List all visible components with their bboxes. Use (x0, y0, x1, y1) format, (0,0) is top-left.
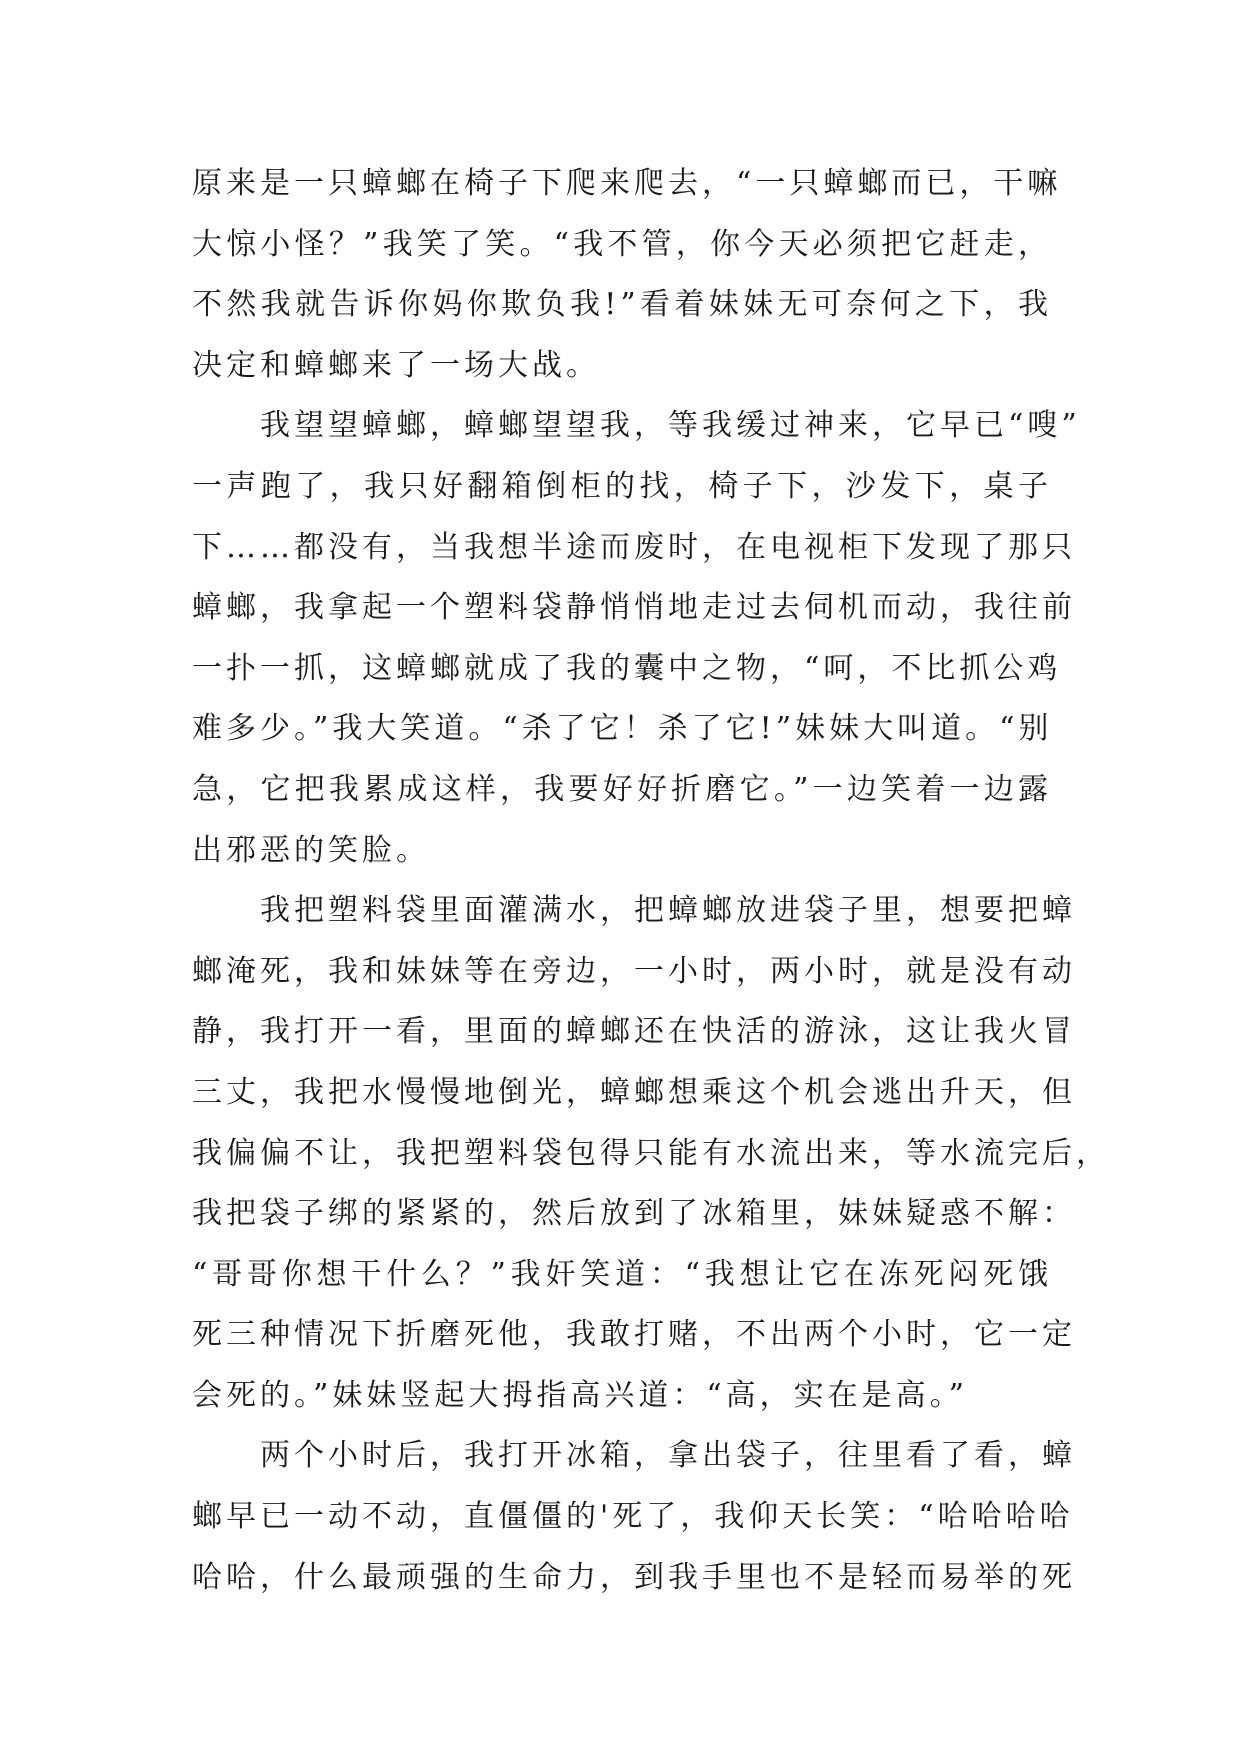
text-line: 决定和蟑螂来了一场大战。 (192, 347, 600, 383)
text-line: 大惊小怪？”我笑了笑。“我不管，你今天必须把它赶走， (192, 226, 1052, 262)
text-line: 两个小时后，我打开冰箱，拿出袋子，往里看了看，蟑 (260, 1438, 1076, 1474)
text-line: 静，我打开一看，里面的蟑螂还在快活的游泳，这让我火冒 (192, 1014, 1076, 1050)
text-line: 我偏偏不让，我把塑料袋包得只能有水流出来，等水流完后， (192, 1135, 1110, 1171)
text-line: 哈哈，什么最顽强的生命力，到我手里也不是轻而易举的死 (192, 1559, 1076, 1595)
paragraph-1 (192, 154, 1062, 396)
text-line: 三丈，我把水慢慢地倒光，蟑螂想乘这个机会逃出升天，但 (192, 1074, 1076, 1110)
text-line: 一扑一抓，这蟑螂就成了我的囊中之物，“呵，不比抓公鸡 (192, 650, 1062, 686)
text-line: 急，它把我累成这样，我要好好折磨它。”一边笑着一边露 (192, 771, 1052, 807)
text-line: 死三种情况下折磨死他，我敢打赌，不出两个小时，它一定 (192, 1317, 1076, 1353)
text-line: 下……都没有，当我想半途而废时，在电视柜下发现了那只 (192, 529, 1076, 565)
text-line: 会死的。”妹妹竖起大拇指高兴道：“高，实在是高。” (192, 1377, 969, 1413)
text-line: 我望望蟑螂，蟑螂望望我，等我缓过神来，它早已“嗖” (260, 408, 1081, 444)
text-line: 我把塑料袋里面灌满水，把蟑螂放进袋子里，想要把蟑 (260, 893, 1076, 929)
text-line: 蟑螂，我拿起一个塑料袋静悄悄地走过去伺机而动，我往前 (192, 590, 1076, 626)
text-line: 出邪恶的笑脸。 (192, 832, 430, 868)
text-line: 螂早已一动不动，直僵僵的'死了，我仰天长笑：“哈哈哈哈 (192, 1499, 1074, 1535)
text-line: 不然我就告诉你妈你欺负我!”看着妹妹无可奈何之下，我 (192, 287, 1052, 323)
paragraph-4 (192, 1426, 1076, 1608)
paragraph-2 (192, 396, 1081, 881)
paragraph-3 (192, 881, 1110, 1426)
text-line: 难多少。”我大笑道。“杀了它！杀了它!”妹妹大叫道。“别 (192, 711, 1053, 747)
text-line: 一声跑了，我只好翻箱倒柜的找，椅子下，沙发下，桌子 (192, 468, 1052, 504)
text-line: 原来是一只蟑螂在椅子下爬来爬去，“一只蟑螂而已，干嘛 (192, 166, 1062, 201)
text-line: 螂淹死，我和妹妹等在旁边，一小时，两小时，就是没有动 (192, 953, 1076, 989)
essay-body (192, 154, 1110, 1608)
text-line: “哥哥你想干什么？”我奸笑道：“我想让它在冻死闷死饿 (192, 1256, 1052, 1292)
text-line: 我把袋子绑的紧紧的，然后放到了冰箱里，妹妹疑惑不解： (192, 1196, 1076, 1232)
